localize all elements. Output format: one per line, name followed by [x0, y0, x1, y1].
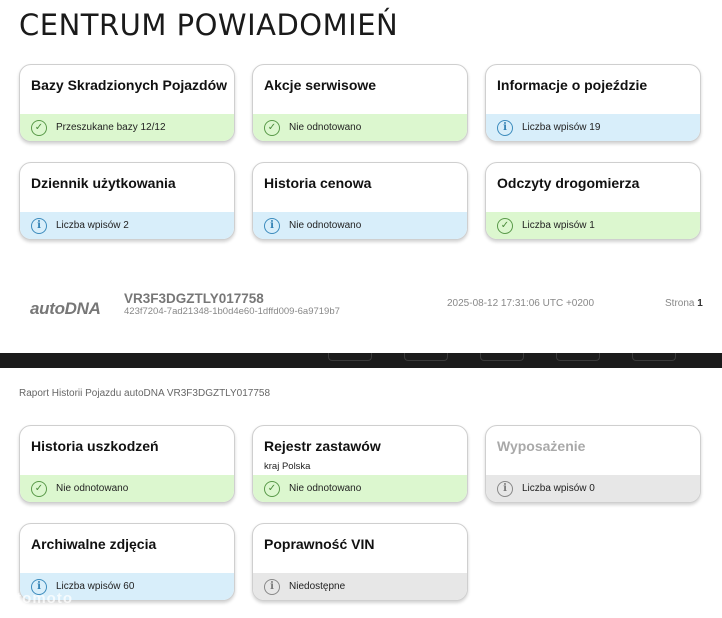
card-title: Informacje o pojeździe	[497, 77, 648, 93]
card-damage-history[interactable]	[19, 425, 235, 503]
page-label: Strona	[665, 298, 695, 309]
status-text: Liczba wpisów 2	[56, 220, 129, 231]
card-price-history[interactable]	[252, 162, 468, 240]
status-text: Nie odnotowano	[289, 220, 362, 231]
status-text: Nie odnotowano	[56, 483, 129, 494]
card-title: Dziennik użytkowania	[31, 175, 176, 191]
check-icon: ✓	[264, 481, 280, 497]
status-text: Nie odnotowano	[289, 122, 362, 133]
card-title: Archiwalne zdjęcia	[31, 536, 157, 552]
card-usage-log[interactable]	[19, 162, 235, 240]
report-header: Raport Historii Pojazdu autoDNA VR3F3DGZTLY017758	[19, 388, 271, 399]
page-title: CENTRUM POWIADOMIEŃ	[19, 8, 399, 42]
card-subtitle: kraj Polska	[264, 461, 311, 472]
card-service-actions[interactable]	[252, 64, 468, 142]
card-status	[253, 475, 467, 502]
report-hash: 423f7204-7ad21348-1b0d4e60-1dffd009-6a9719b7	[124, 306, 340, 317]
vin-number: VR3F3DGZTLY017758	[124, 291, 264, 306]
card-title: Akcje serwisowe	[264, 77, 377, 93]
card-status	[253, 573, 467, 600]
status-text: Liczba wpisów 19	[522, 122, 601, 133]
card-odometer-readings[interactable]	[485, 162, 701, 240]
check-icon: ✓	[31, 120, 47, 136]
card-title: Rejestr zastawów	[264, 438, 381, 454]
card-title: Poprawność VIN	[264, 536, 375, 552]
card-status	[20, 475, 234, 502]
status-text: Nie odnotowano	[289, 483, 362, 494]
info-icon: i	[264, 218, 280, 234]
info-icon: i	[497, 481, 513, 497]
check-icon: ✓	[497, 218, 513, 234]
card-vin-validity[interactable]	[252, 523, 468, 601]
info-icon: i	[31, 579, 47, 595]
card-status	[486, 114, 700, 141]
separator-tab	[480, 353, 524, 361]
card-pledge-register[interactable]	[252, 425, 468, 503]
status-text: Liczba wpisów 0	[522, 483, 595, 494]
card-status	[486, 475, 700, 502]
report-timestamp: 2025-08-12 17:31:06 UTC +0200	[447, 298, 595, 309]
info-icon: i	[31, 218, 47, 234]
separator-tab	[556, 353, 600, 361]
card-stolen-vehicles[interactable]	[19, 64, 235, 142]
card-title: Historia cenowa	[264, 175, 372, 191]
autodna-logo: autoDNA	[30, 299, 101, 318]
status-text: Przeszukane bazy 12/12	[56, 122, 166, 133]
separator-tab	[328, 353, 372, 361]
card-title: Odczyty drogomierza	[497, 175, 640, 191]
card-status	[253, 114, 467, 141]
card-vehicle-info[interactable]	[485, 64, 701, 142]
card-status	[20, 114, 234, 141]
check-icon: ✓	[264, 120, 280, 136]
watermark: otomoto	[6, 590, 73, 607]
separator-tab	[632, 353, 676, 361]
page-separator	[0, 353, 722, 368]
card-status	[486, 212, 700, 239]
page-number-value: 1	[697, 298, 703, 309]
separator-tab	[404, 353, 448, 361]
card-title: Historia uszkodzeń	[31, 438, 159, 454]
check-icon: ✓	[31, 481, 47, 497]
card-equipment[interactable]	[485, 425, 701, 503]
page-number	[665, 298, 703, 309]
status-text: Liczba wpisów 60	[56, 581, 135, 592]
status-text: Liczba wpisów 1	[522, 220, 595, 231]
info-icon: i	[497, 120, 513, 136]
card-status	[253, 212, 467, 239]
status-text: Niedostępne	[289, 581, 346, 592]
info-icon: i	[264, 579, 280, 595]
card-status	[20, 212, 234, 239]
card-title: Bazy Skradzionych Pojazdów	[31, 77, 228, 93]
card-title: Wyposażenie	[497, 438, 586, 454]
